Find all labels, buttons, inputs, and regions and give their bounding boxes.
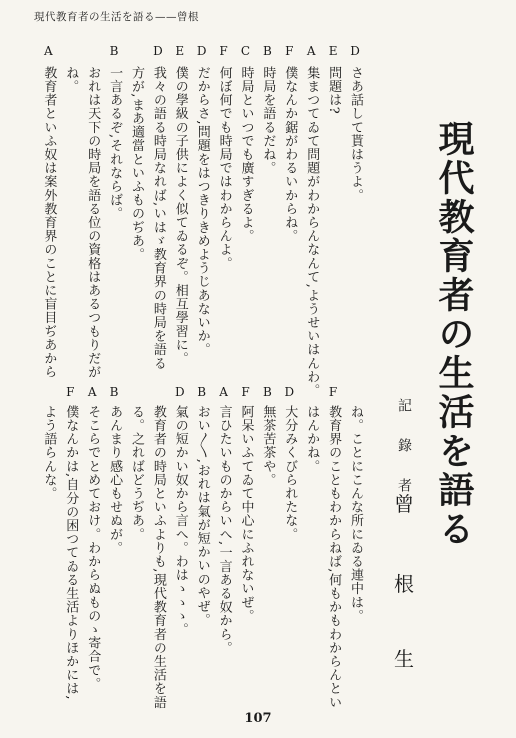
dialogue-line: 時局といつでも廣すぎるよ。 [238,66,254,243]
dialogue-line: おれは天下の時局を語る位の資格はあるつもりだが [85,66,101,379]
speaker-label: B [197,385,207,399]
speaker-label: F [219,44,228,58]
dialogue-line: 何ぼ何でも時局ではわからんよ。 [216,66,232,270]
dialogue-line: 我々の語る時局なれば,いはゞ教育界の時局を語る [150,66,166,370]
dialogue-line: 集まつてゐて問題がわからんなんて,ようせいはんわ。 [304,66,320,398]
dialogue-line: 僕なんかは,自分の困つてゐる生活よりほかには, [63,405,79,701]
dialogue-line: る。之ればどうぢあ。 [129,405,144,541]
speaker-label: A [306,44,316,58]
speaker-label: A [44,44,53,58]
dialogue-line: さあ話して貰はうよ。 [348,66,363,202]
speaker-label: D [350,44,360,58]
dialogue-line: 一言あるぞ,それならば。 [107,66,123,221]
dialogue-line: 阿呆いふてゐて中心にふれないぜ。 [238,405,254,623]
recorder-name-2: 根 [394,572,414,596]
dialogue-line: 僕の學級の子供によく似てゐるぞ。相互學習に。 [172,66,188,366]
article-title: 現代教育者の生活を語る [433,120,475,549]
speaker-label: B [262,385,272,399]
speaker-label: F [328,385,338,399]
dialogue-line: 氣の短かい奴から言へ。わはゝゝゝ。 [172,405,188,637]
speaker-label: D [174,385,185,399]
dialogue-line: おい〳〵,おれは氣が短かいのやぜ。 [194,405,210,627]
dialogue-line: 方が,まあ適當といふものぢあ。 [129,66,144,262]
dialogue-line: 僕なんか鋸がわるいからね。 [282,66,298,243]
dialogue-line: 大分みくびられたな。 [282,405,298,541]
dialogue-line: よう語らんな。 [41,405,57,501]
speaker-label: E [175,44,185,58]
speaker-label: B [109,44,119,58]
dialogue-line: 時局を語るだね。 [260,66,276,175]
dialogue-line: はんかね。 [304,405,320,473]
recorder-name-1: 曾 [394,492,414,516]
dialogue-line: だからさ,問題をはつきりきめようじあないか。 [194,66,210,357]
speaker-label: D [284,385,295,399]
speaker-label: C [240,44,251,58]
speaker-label: D [153,44,163,58]
speaker-label: E [328,44,338,58]
dialogue-line: ね。ことにこんな所にゐる連中は。 [348,405,363,623]
dialogue-line: ね。 [63,66,79,94]
speaker-label: F [241,385,250,399]
dialogue-line: 教育者の時局といふよりも,現代教育者の生活を語 [150,405,166,709]
speaker-label: B [262,44,272,58]
page-number: 107 [244,711,272,726]
dialogue-line: 教育界のこともわからねば,何もかもわからんとい [326,405,342,709]
speaker-label: F [66,385,75,399]
speaker-label: A [219,385,228,399]
dialogue-line: 無茶苦茶や。 [260,405,276,487]
running-head: 現代教育者の生活を語る——曾根 [34,11,199,23]
speaker-label: A [87,385,97,399]
dialogue-line: 問題は? [326,66,342,115]
dialogue-line: あんまり感心もせぬが。 [107,405,123,555]
speaker-label: B [109,385,119,399]
dialogue-line: 言ひたいものからいへ,一言ある奴から。 [216,405,232,655]
recorder-label: 記 錄 者 [396,398,412,498]
speaker-label: D [196,44,207,58]
dialogue-line: 教育者といふ奴は案外教育界のことに盲目ぢあから [41,66,57,379]
speaker-label: F [285,44,294,58]
dialogue-line: そこらでとめておけ。わからぬものゝ寄合で。 [85,405,101,691]
recorder-name-3: 生 [394,647,414,671]
